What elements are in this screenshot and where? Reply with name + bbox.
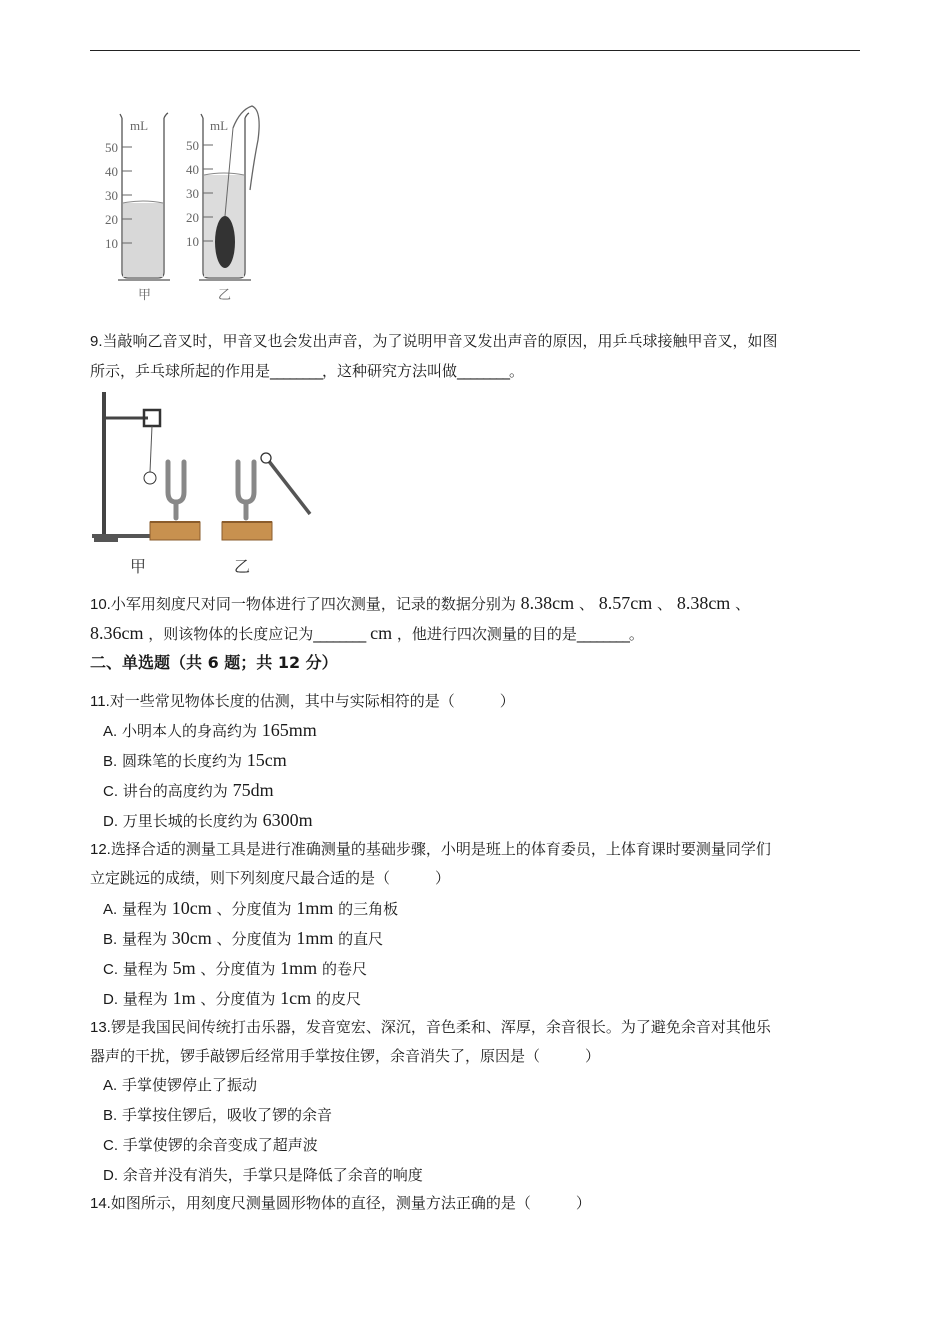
answer-blank: ________ xyxy=(313,625,366,643)
tick-label: 50 xyxy=(105,140,118,155)
tick-label: 30 xyxy=(186,186,199,201)
q12-option-b[interactable] xyxy=(103,927,383,951)
option-letter: C. xyxy=(103,1137,118,1154)
q12-text: 选择合适的测量工具是进行准确测量的基础步骤，小明是班上的体育委员，上体育课时要测量同学们 xyxy=(110,840,771,858)
separator: 、 xyxy=(578,595,594,613)
option-letter: A. xyxy=(103,723,118,740)
q11-option-c[interactable] xyxy=(103,779,274,803)
value: 8.57cm xyxy=(598,593,653,613)
option-text: 、分度值为 xyxy=(216,900,292,918)
q10-text: 小军用刻度尺对同一物体进行了四次测量，记录的数据分别为 xyxy=(110,595,516,613)
q12-option-d[interactable] xyxy=(103,987,361,1011)
q9-text: ，这种研究方法叫做 xyxy=(322,362,458,380)
q11-text: 对一些常见物体长度的估测，其中与实际相符的是（ ） xyxy=(109,692,515,710)
option-letter: D. xyxy=(103,1167,118,1184)
tuning-fork-figure xyxy=(88,388,328,578)
option-text: 量程为 xyxy=(121,900,167,918)
section-title: 二、单选题（共 6 题；共 12 分） xyxy=(90,653,338,672)
q12-line1 xyxy=(90,838,870,861)
separator: 、 xyxy=(735,595,751,613)
question-number: 13. xyxy=(90,1019,111,1036)
tick-label: 10 xyxy=(186,234,199,249)
question-number: 12. xyxy=(90,841,111,858)
answer-blank: ________ xyxy=(457,362,510,380)
q12-option-a[interactable] xyxy=(103,897,398,921)
q11-option-d[interactable] xyxy=(103,809,313,833)
q14-stem xyxy=(90,1192,870,1215)
option-value: 10cm xyxy=(171,898,212,918)
option-text: 、分度值为 xyxy=(200,960,276,978)
q11-option-b[interactable] xyxy=(103,749,287,773)
q10-line2 xyxy=(90,622,870,645)
answer-blank: ________ xyxy=(576,625,629,643)
q9-text: 。 xyxy=(509,362,525,380)
option-letter: B. xyxy=(103,753,118,770)
unit-label-left: mL xyxy=(130,118,149,133)
option-value: 75dm xyxy=(232,780,274,800)
q10-text: ，则该物体的长度应记为 xyxy=(148,625,314,643)
q12-option-c[interactable] xyxy=(103,957,367,981)
option-text: 万里长城的长度约为 xyxy=(122,812,258,830)
option-text: 余音并没有消失，手掌只是降低了余音的响度 xyxy=(122,1166,423,1184)
caption-jia: 甲 xyxy=(138,288,152,303)
value: 8.38cm xyxy=(676,593,731,613)
caption-yi: 乙 xyxy=(234,557,251,576)
tick-label: 50 xyxy=(186,138,199,153)
option-text: 的三角板 xyxy=(338,900,399,918)
option-value: 1m xyxy=(172,988,196,1008)
question-number: 14. xyxy=(90,1195,111,1212)
unit-label-right: mL xyxy=(210,118,229,133)
q11-stem xyxy=(90,690,870,713)
option-letter: B. xyxy=(103,1107,118,1124)
option-text: 的直尺 xyxy=(338,930,384,948)
option-value: 1cm xyxy=(280,988,312,1008)
q10-text: ，他进行四次测量的目的是 xyxy=(396,625,577,643)
option-letter: A. xyxy=(103,1077,118,1094)
option-text: 的卷尺 xyxy=(321,960,367,978)
q13-option-b[interactable] xyxy=(103,1104,332,1127)
tick-label: 30 xyxy=(105,188,118,203)
question-number: 9. xyxy=(90,333,103,350)
option-text: 小明本人的身高约为 xyxy=(121,722,257,740)
q9-line1 xyxy=(90,330,870,353)
q9-line2 xyxy=(90,360,870,382)
q13-line2: 器声的干扰，锣手敲锣后经常用手掌按住锣，余音消失了，原因是（ ） xyxy=(90,1047,601,1065)
q13-option-a[interactable] xyxy=(103,1074,257,1097)
caption-jia: 甲 xyxy=(130,557,147,576)
option-value: 30cm xyxy=(171,928,212,948)
option-text: 手掌使锣的余音变成了超声波 xyxy=(122,1136,318,1154)
separator: 、 xyxy=(657,595,673,613)
question-number: 10. xyxy=(90,596,111,613)
option-value: 165mm xyxy=(261,720,317,740)
q13-line1 xyxy=(90,1016,870,1039)
graduated-cylinders-figure xyxy=(100,100,280,305)
option-text: 量程为 xyxy=(122,960,168,978)
q9-text: 所示，乒乓球所起的作用是 xyxy=(90,362,271,380)
option-text: 的皮尺 xyxy=(315,990,361,1008)
option-letter: C. xyxy=(103,783,118,800)
q13-text: 锣是我国民间传统打击乐器，发音宽宏、深沉，音色柔和、浑厚，余音很长。为了避免余音对其他乐 xyxy=(110,1018,771,1036)
option-value: 1mm xyxy=(280,958,318,978)
option-text: 、分度值为 xyxy=(200,990,276,1008)
tick-label: 10 xyxy=(105,236,118,251)
q14-text: 如图所示，用刻度尺测量圆形物体的直径，测量方法正确的是（ ） xyxy=(110,1194,591,1212)
option-text: 、分度值为 xyxy=(216,930,292,948)
option-letter: B. xyxy=(103,931,118,948)
option-letter: D. xyxy=(103,813,118,830)
option-text: 圆珠笔的长度约为 xyxy=(121,752,242,770)
option-letter: D. xyxy=(103,991,118,1008)
option-value: 5m xyxy=(172,958,196,978)
caption-yi: 乙 xyxy=(218,288,232,303)
tick-label: 40 xyxy=(105,164,118,179)
q10-text: 。 xyxy=(628,625,644,643)
q11-option-a[interactable] xyxy=(103,719,317,743)
q12-line2: 立定跳远的成绩，则下列刻度尺最合适的是（ ） xyxy=(90,869,451,887)
header-rule xyxy=(90,50,860,51)
option-value: 6300m xyxy=(262,810,313,830)
tick-label: 20 xyxy=(105,212,118,227)
tick-label: 40 xyxy=(186,162,199,177)
value: 8.38cm xyxy=(520,593,575,613)
question-number: 11. xyxy=(90,693,110,710)
option-value: 1mm xyxy=(296,898,334,918)
unit: cm xyxy=(370,623,393,643)
option-letter: A. xyxy=(103,901,118,918)
option-value: 15cm xyxy=(246,750,287,770)
option-text: 量程为 xyxy=(121,930,167,948)
option-text: 手掌按住锣后，吸收了锣的余音 xyxy=(121,1106,332,1124)
tick-label: 20 xyxy=(186,210,199,225)
option-value: 1mm xyxy=(296,928,334,948)
q13-option-d[interactable] xyxy=(103,1164,423,1187)
value: 8.36cm xyxy=(90,623,144,643)
q13-option-c[interactable] xyxy=(103,1134,318,1157)
option-text: 手掌使锣停止了振动 xyxy=(121,1076,257,1094)
option-letter: C. xyxy=(103,961,118,978)
q10-line1 xyxy=(90,592,870,616)
q9-text: 当敲响乙音叉时，甲音叉也会发出声音，为了说明甲音叉发出声音的原因，用乒乓球接触甲音叉，如图 xyxy=(102,332,778,350)
option-text: 讲台的高度约为 xyxy=(122,782,228,800)
answer-blank: ________ xyxy=(270,362,323,380)
option-text: 量程为 xyxy=(122,990,168,1008)
